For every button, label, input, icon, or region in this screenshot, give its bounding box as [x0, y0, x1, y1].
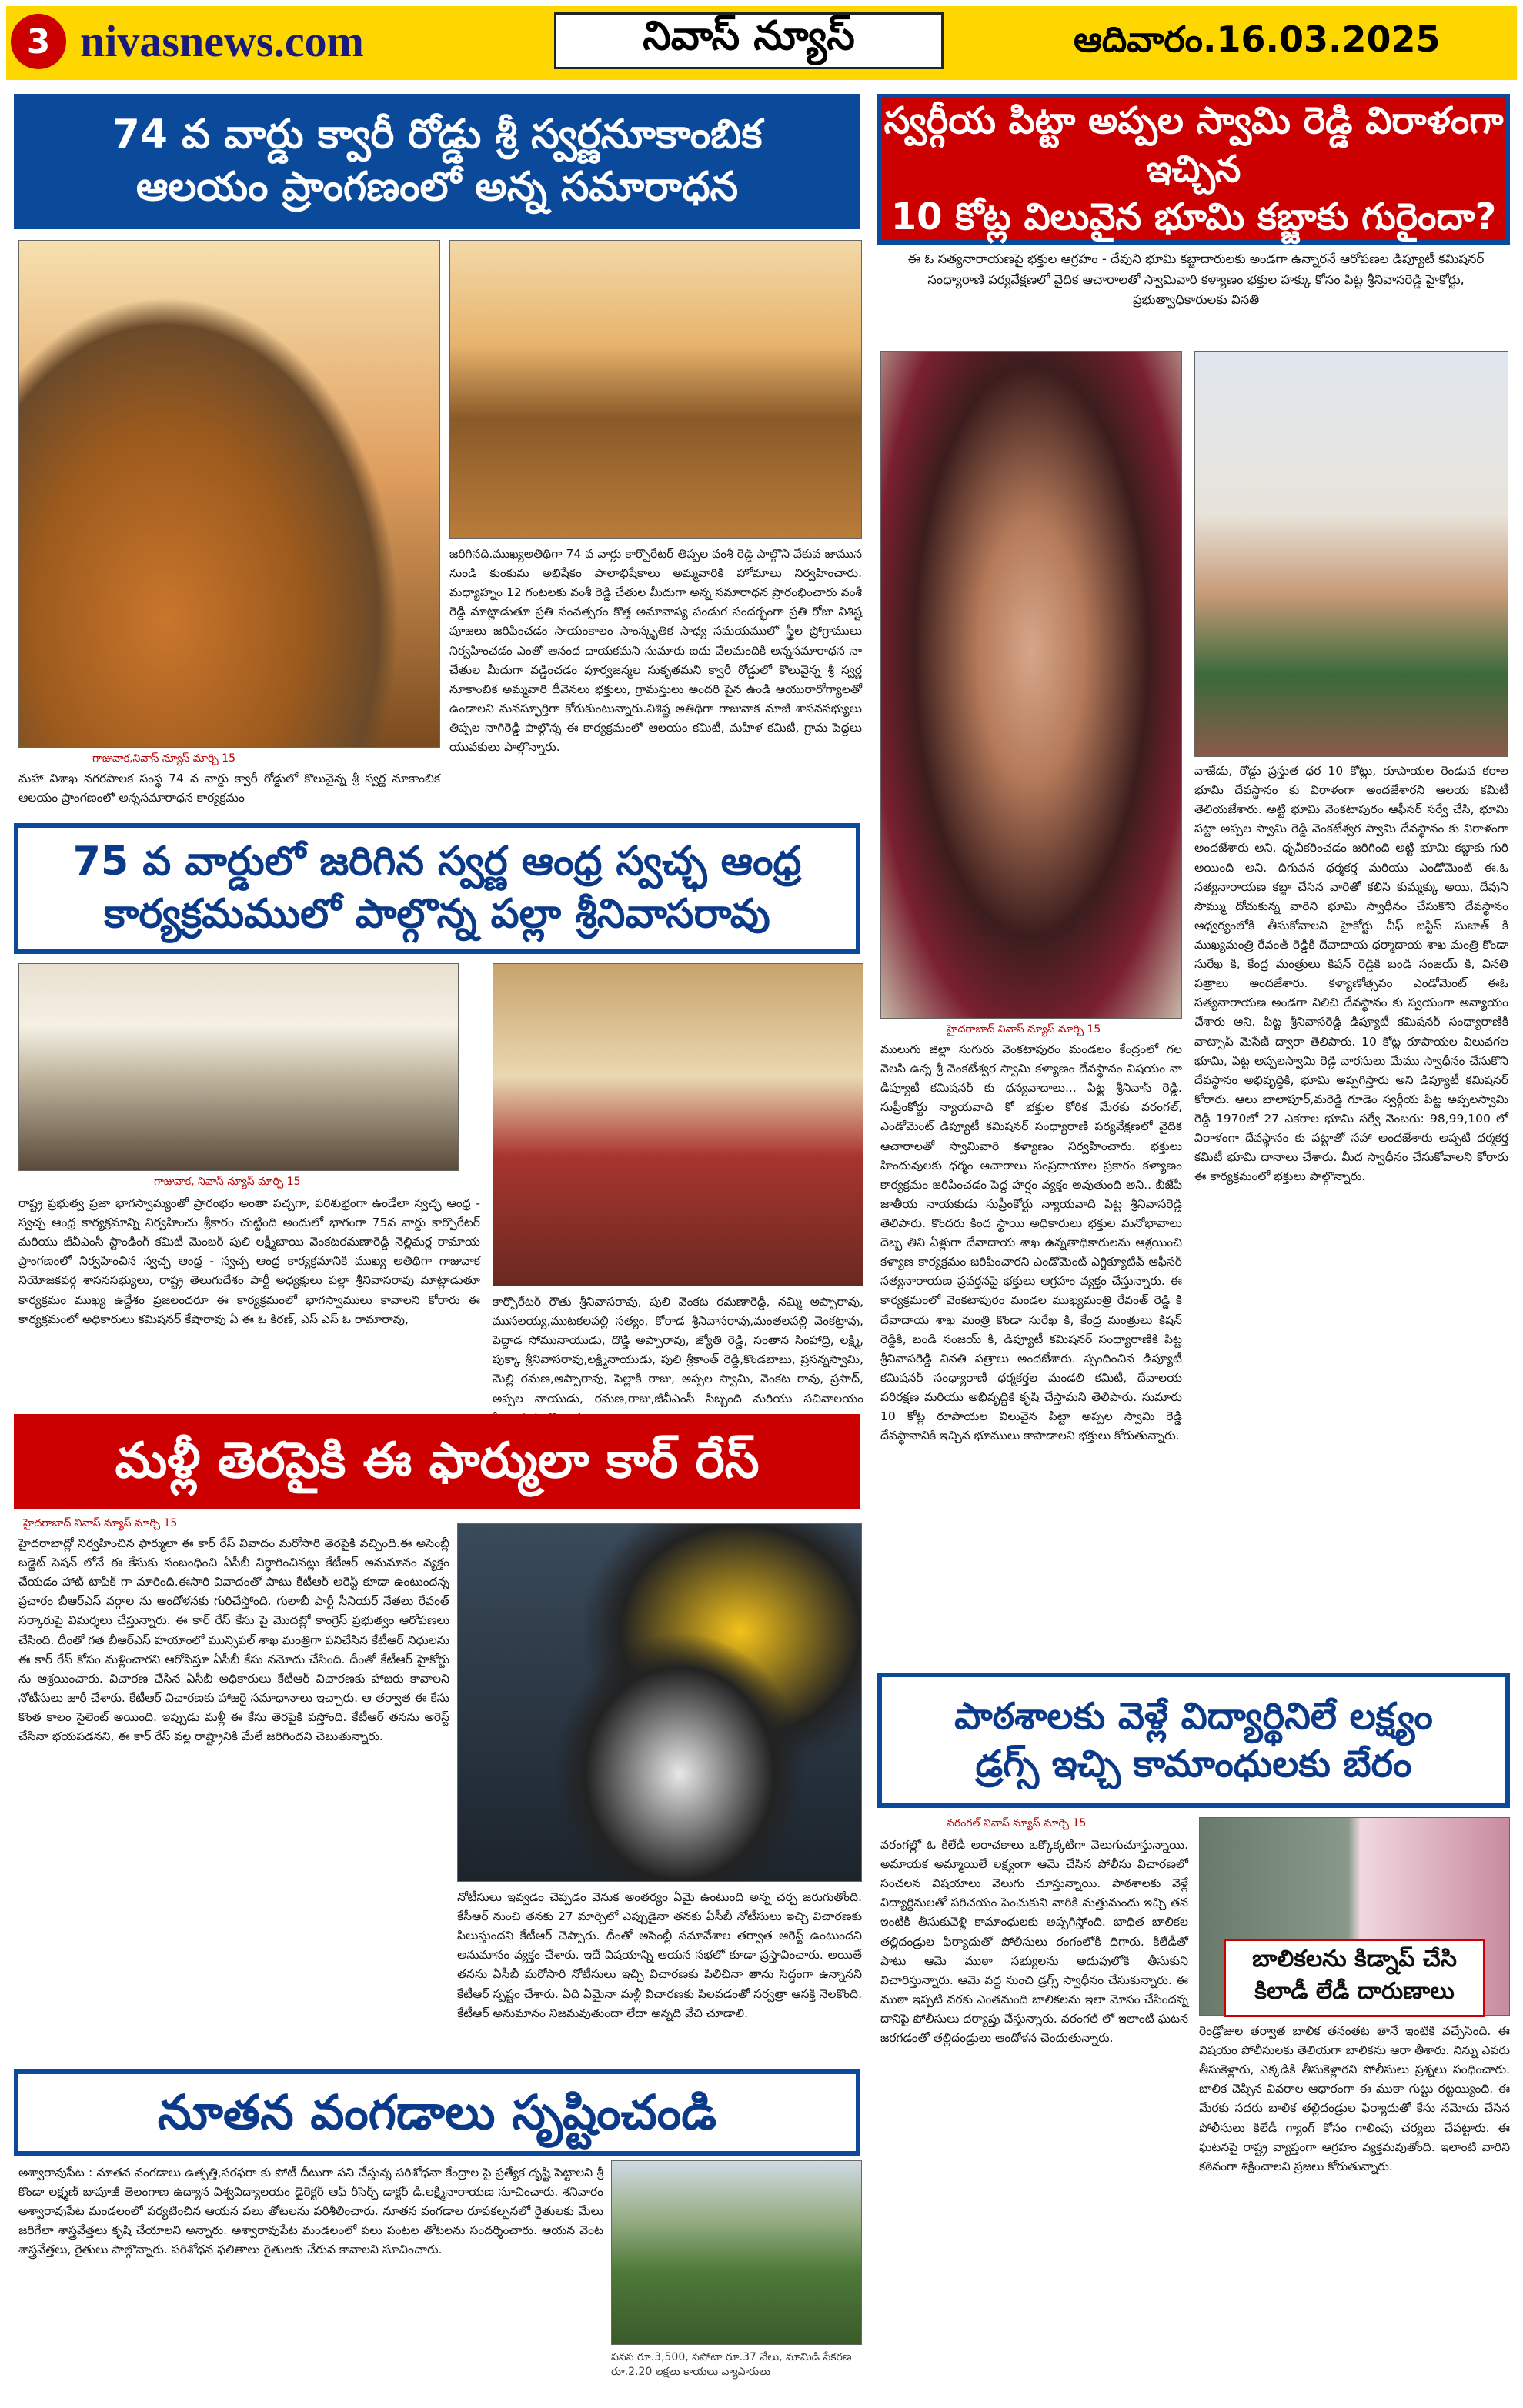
story6-headline: నూతన వంగడాలు సృష్టించండి: [14, 2069, 860, 2156]
story1-headline: [14, 94, 860, 229]
story2-deck: ఈ ఓ సత్యనారాయణపై భక్తుల ఆగ్రహం - దేవుని భూమి కబ్జాదారులకు అండగా ఉన్నారనే ఆరోపణల డిప్యూటీ కమిషనర్ సంధ్యారాణి పర్యవేక్షణలో వైదిక ఆచారాలతో స్వామివారి కళ్యాణం భక్తుల హక్కు కోసం పిట్ట శ్రీనివాసరెడ్డి హైకోర్టు, ప్రభుత్వాధికారులకు వినతి: [907, 252, 1485, 308]
story1-headline-line2: ఆలయం ప్రాంగణంలో అన్న సమారాధన: [135, 164, 739, 210]
page-number: 3: [11, 14, 66, 69]
story1-lead: మహా విశాఖ నగరపాలక సంస్థ 74 వ వార్డు క్వారీ రోడ్డులో కొలువైన్న శ్రీ స్వర్ణ నూకాంబిక ఆలయం ప్రాంగణంలో అన్నసమారాధన కార్యక్రమం: [18, 772, 440, 805]
story1-dateline: గాజువాక,నివాస్ న్యూస్ మార్చి 15: [92, 752, 236, 765]
story2-headline-line2: 10 కోట్ల విలువైన భూమి కబ్జాకు గురైందా?: [890, 195, 1497, 239]
story1-body: జరిగినది.ముఖ్యఅతిథిగా 74 వ వార్డు కార్పొరేటర్ తిప్పల వంశీ రెడ్డి పాల్గొని వేకువ జామున నుండి కుంకుమ అభిషేకం పాలాభిషేకాలు అమ్మవారికి హోమాలు నిర్వహించారు. మధ్యాహ్నం 12 గంటలకు వంశీ రెడ్డి చేతుల మీదుగా అన్న సమారాధన ప్రారంభించారు వంశీ రెడ్డి మాట్లాడుతూ ప్రతి సంవత్సరం కొత్త అమావాస్య పండుగ సందర్భంగా ప్రతి రోజు విశిష్ట పూజలు జరిపించడం సాయంకాలం సాంస్కృతిక సాధ్య సమయములో స్త్రీల ప్రోగ్రాములు నిర్వహించడం ఎంతో ఆనంద దాయకమని సుమారు ఐదు వేలమందికి అన్నసమారాధన నా చేతుల మీదుగా వడ్డించడం పూర్వజన్మల సుకృతమని క్వారీ రోడ్డులో కొలువైన్న శ్రీ స్వర్ణ నూకాంబిక అమ్మవారి దీవెనలు భక్తులు, గ్రామస్తులు అందరి పైన ఉండి ఆయురారోగ్యాలతో ఉండాలని మనస్ఫూర్తిగా కోరుకుంటున్నారు.విశిష్ట అతిథిగా గాజువాక మాజీ శాసనసభ్యులు తిప్పల నాగిరెడ్డి పాల్గొన్న ఈ కార్యక్రమంలో ఆలయం కమిటీ, మహిళ కమిటీ, గ్రామ పెద్దలు యువకులు పాల్గొన్నారు.: [449, 547, 862, 755]
story5-headline-line2: డ్రగ్స్ ఇచ్చి కామాంధులకు బేరం: [975, 1743, 1412, 1786]
brand-logo: నివాస్ న్యూస్: [554, 12, 944, 69]
story3-body-left: రాష్ట్ర ప్రభుత్వ ప్రజా భాగస్వామ్యంతో ప్రారంభం అంతా పచ్చగా, పరిశుభ్రంగా ఉండేలా స్వచ్ఛ ఆంధ్ర - స్వచ్ఛ ఆంధ్ర కార్యక్రమాన్ని నిర్వహించు శ్రీకారం చుట్టింది అందులో భాగంగా 75వ వార్డు కార్పొరేటర్ మరియు జీవీఎంసీ స్టాండింగ్ కమిటీ మెంబర్ పులి లక్ష్మీబాయి వెంకటరమణారెడ్డి నెల్లిమర్ల రామాయ ప్రాంగణంలో నిర్వహించిన స్వచ్ఛ ఆంధ్ర - స్వచ్ఛ ఆంధ్ర కార్యక్రమానికి ముఖ్య అతిథిగా గాజువాక నియోజకవర్గ శాసనసభ్యులు, రాష్ట్ర తెలుగుదేశం పార్టీ అధ్యక్షులు పల్లా శ్రీనివాసరావు మాట్లాడుతూ కార్యక్రమం ముఖ్య ఉద్దేశం ప్రజలందరూ ఈ కార్యక్రమంలో భాగస్వాములు కావాలని కోరారు ఈ కార్యక్రమంలో అధికారులు కమిషనర్ కేషారావు ఏ ఈ ఓ కిరణ్, ఎస్ ఎస్ ఓ రామారావు,: [18, 1196, 480, 1326]
site-url[interactable]: nivasnews.com: [80, 16, 364, 66]
story3-headline-line2: కార్యక్రమములో పాల్గొన్న పల్లా శ్రీనివాసరావు: [104, 891, 770, 937]
story3-dateline: గాజువాక, నివాస్ న్యూస్ మార్చి 15: [154, 1176, 301, 1188]
story2-dateline: హైదరాబాద్ నివాస్ న్యూస్ మార్చి 15: [947, 1023, 1101, 1036]
story4-body-left: హైదరాబాద్లో నిర్వహించిన ఫార్ములా ఈ కార్ రేస్ వివాదం మరోసారి తెరపైకి వచ్చింది.ఈ అసెంబ్లీ బడ్జెట్ సెషన్ లోనే ఈ కేసుకు సంబంధించి ఏసీబీ నిర్ధారించినట్లు కేటీఆర్ అనుమానం వ్యక్తం చేయడం హాట్ టాపిక్ గా మారింది.ఈసారి వివాదంతో పాటు కేటీఆర్ అరెస్ట్ కూడా ఉంటుందన్న ప్రచారం బీఆర్ఎస్ వర్గాల ను ఆందోళనకు గురిచేస్తోంది. గులాబీ పార్టీ సీనియర్ నేతలు రేవంత్ సర్కారుపై విమర్శలు చేస్తున్నారు. ఈ కార్ రేస్ కేసు పై మొదట్లో కాంగ్రెస్ ప్రభుత్వం ఆరోపణలు చేసింది. దీంతో గత బీఆర్ఎస్ హయాంలో మున్సిపల్ శాఖ మంత్రిగా పనిచేసిన కేటీఆర్ నిధులను ఈ కార్ రేస్ కోసం మళ్లించారని ఆరోపిస్తూ ఏసీబీ కేసు నమోదు చేసింది. దీంతో కేటీఆర్ హైకోర్టు ను ఆశ్రయించారు. విచారణ చేసిన ఏసీబీ అధికారులు కేటీఆర్ విచారణకు హాజరు కావాలని నోటీసులు జారీ చేశారు. కేటీఆర్ విచారణకు హాజరై సమాధానాలు ఇచ్చారు. ఆ తర్వాత ఈ కేసు కొంత కాలం సైలెంట్ అయింది. ఇప్పుడు మళ్లీ ఈ కేసు తెరపైకి వస్తోంది. కేటీఆర్ తనను అరెస్ట్ చేసినా భయపడనని, ఈ కార్ రేస్ వల్ల రాష్ట్రానికి మేలే జరిగిందని చెబుతున్నారు.: [18, 1536, 449, 1744]
story2-photo-woman: [880, 351, 1182, 1019]
story2-body-left: ములుగు జిల్లా సుగురు వెంకటాపురం మండలం కేంద్రంలో గల వెలసి ఉన్న శ్రీ వెంకటేశ్వర స్వామి కళ్యాణం దేవస్థానం విషయం నా డిప్యూటీ కమిషనర్ కు ధన్యవాదాలు... పిట్ట శ్రీనివాస్ రెడ్డి. సుప్రీంకోర్టు న్యాయవాది కో భక్తుల కోరిక మేరకు వరంగల్, ఎండోమెంట్ డిప్యూటీ కమిషనర్ సంధ్యారాణి పర్యవేక్షణలో వైదిక ఆచారాలతో స్వామివారి కళ్యాణం నిర్వహించారు. భక్తులు హిందువులకు ధర్మం ఆచారాలు సంప్రదాయాల ప్రకారం కళ్యాణం కార్యక్రమం జరిపించడం పెద్ద హర్షం వ్యక్తం అవుతుంది అని.. బీజేపీ జాతీయ నాయకుడు సుప్రీంకోర్టు న్యాయవాది పిట్ట శ్రీనివాసరెడ్డి తెలిపారు. కొందరు కింద స్థాయి అధికారులు భక్తుల మనోభావాలు దెబ్బ తిని ఏళ్లుగా దేవాదాయ శాఖ ఉన్నతాధికారులను ఆశ్రయించి కళ్యాణ కార్యక్రమం జరిపించారని ఎండోమెంట్ ఎగ్జిక్యూటివ్ ఆఫీసర్ సత్యనారాయణ ప్రవర్తనపై భక్తులు ఆగ్రహం వ్యక్తం చేస్తున్నారు. ఈ కార్యక్రమంలో వెంకటాపురం మండల ముఖ్యమంత్రి రేవంత్ రెడ్డి కి దేవాదాయ శాఖ మంత్రి కొండా సురేఖ కి, కేంద్ర మంత్రులు కిషన్ రెడ్డికి, బండి సంజయ్ కి, డిప్యూటీ కమిషనర్ సంధ్యారాణికి పిట్ట శ్రీనివాసరెడ్డి వినతి పత్రాలు అందజేశారు. స్పందించిన డిప్యూటీ కమిషనర్ సంధ్యారాణి ధర్మకర్తల మండలి కమిటీ, దేవాలయ పరిరక్షణ మరియు అభివృద్ధికి కృషి చేస్తామని తెలిపారు. సుమారు 10 కోట్ల రూపాయల విలువైన పిట్టా అప్పల స్వామి రెడ్డి దేవస్థానానికి ఇచ్చిన భూములు కాపాడాలని భక్తులు కోరుతున్నారు.: [880, 1042, 1183, 1443]
story3-photo-left: [18, 963, 459, 1171]
story5-body-left: వరంగల్లో ఓ కిలేడీ అరాచకాలు ఒక్కొక్కటిగా వెలుగుచూస్తున్నాయి. అమాయక అమ్మాయిలే లక్ష్యంగా ఆమె చేసిన పోలీసు విచారణలో సంచలన విషయాలు వెలుగు చూస్తున్నాయి. పాఠశాలకు వెళ్లే విద్యార్థినులతో పరిచయం పెంచుకుని వారికి మత్తుమందు ఇచ్చి తన ఇంటికి తీసుకువెళ్లి కామాంధులకు అప్పగిస్తోంది. బాధిత బాలికల తల్లిదండ్రుల ఫిర్యాదుతో పోలీసులు రంగంలోకి దిగారు. కిలేడీతో పాటు ఆమె ముఠా సభ్యులను అదుపులోకి తీసుకుని విచారిస్తున్నారు. ఆమె వద్ద నుంచి డ్రగ్స్ స్వాధీనం చేసుకున్నారు. ఈ ముఠా ఇప్పటి వరకు ఎంతమంది బాలికలను ఇలా మోసం చేసిందన్న దానిపై పోలీసులు దర్యాప్తు చేస్తున్నారు. వరంగల్ లో ఇలాంటి ఘటన జరగడంతో తల్లిదండ్రులు ఆందోళన చెందుతున్నారు.: [880, 1838, 1188, 2046]
story6-photo-caption: పనస రూ.3,500, సపోటా రూ.37 వేలు, మామిడి సేకరణ రూ.2.20 లక్షలు కాయలు వ్యాపారులు: [611, 2351, 852, 2378]
story1-photo-left: [18, 240, 440, 748]
story2-headline: [877, 94, 1510, 245]
story3-photo-right: [493, 963, 863, 1286]
story4-dateline: హైదరాబాద్ నివాస్ న్యూస్ మార్చి 15: [23, 1517, 178, 1529]
story1-headline-line1: 74 వ వార్డు క్వారీ రోడ్డు శ్రీ స్వర్ణనూకాంబిక: [112, 112, 763, 158]
story3-headline: [14, 823, 860, 954]
story6-body-left: అశ్వారావుపేట : నూతన వంగడాలు ఉత్పత్తి,సరఫరా కు పోటీ దీటుగా పని చేస్తున్న పరిశోధనా కేంద్రాల పై ప్రత్యేక దృష్టి పెట్టాలని శ్రీ కొండా లక్ష్మణ్ బాపూజీ తెలంగాణ ఉద్యాన విశ్వవిద్యాలయం డైరెక్టర్ ఆఫ్ రీసెర్చ్ డాక్టర్ డి.లక్ష్మినారాయణ సూచించారు. శనివారం అశ్వారావుపేట మండలంలో పర్యటించిన ఆయన పలు తోటలను పరిశీలించారు. నూతన వంగడాల రూపకల్పనలో రైతులకు మేలు జరిగేలా శాస్త్రవేత్తలు కృషి చేయాలని అన్నారు. అశ్వారావుపేట మండలంలో పలు పంటల తోటలను సందర్శించారు. ఆయన వెంట శాస్త్రవేత్తలు, రైతులు పాల్గొన్నారు. పరిశోధన ఫలితాలు రైతులకు చేరువ కావాలని సూచించారు.: [18, 2166, 603, 2257]
story2-photo-court: [1194, 351, 1508, 757]
story5-dateline: వరంగల్ నివాస్ న్యూస్ మార్చి 15: [947, 1817, 1087, 1829]
story5-photo-caption: బాలికలను కిడ్నాప్ చేసి కిలాడీ లేడీ దారుణాలు: [1224, 1939, 1485, 2017]
story5-headline-line1: పాఠశాలకు వెళ్లే విద్యార్థినిలే లక్ష్యం: [954, 1694, 1433, 1738]
story4-photo: [457, 1523, 862, 1882]
story4-headline: మళ్లీ తెరపైకి ఈ ఫార్ములా కార్ రేస్: [14, 1414, 860, 1509]
story3-body-right: కార్పొరేటర్ రౌతు శ్రీనివాసరావు, పులి వెంకట రమణారెడ్డి, నమ్మి అప్పారావు, ముసలయ్య,ముటకలపల్లి సత్యం, కోరాడ శ్రీనివాసరావు,మంతలపల్లి వెంకట్రావు, పెద్దాడ సోమునాయుడు, దొడ్డి అప్పారావు, జ్యోతి రెడ్డి, సంతాన సింహాద్రి, లక్ష్మి, పుక్కా శ్రీనివాసరావు,లక్ష్మినాయుడు, పులి శ్రీకాంత్ రెడ్డి,కొండబాబు, ప్రసన్నస్వామి, మెల్లి రమణ,అప్పారావు, పెల్లాకి రాజు, అప్పల స్వామి, వెంకట రావు, ప్రసాద్, అప్పల నాయుడు, రమణ,రాజు,జీవీఎంసీ సిబ్బంది మరియు సచివాలయం: [493, 1295, 863, 1406]
issue-date: ఆదివారం.16.03.2025: [1074, 18, 1441, 60]
story2-headline-line1: స్వర్గీయ పిట్టా అప్పల స్వామి రెడ్డి విరాళంగా ఇచ్చిన: [883, 99, 1504, 191]
story5-body-right: రెండ్రోజుల తర్వాత బాలిక తనంతట తానే ఇంటికి వచ్చేసింది. ఈ విషయం పోలీసులకు తెలియగా బాలికను ఆరా తీశారు. నిన్ను ఎవరు తీసుకెళ్లారు, ఎక్కడికి తీసుకెళ్లారని పోలీసులు ప్రశ్నలు సంధించారు. బాలిక చెప్పిన వివరాల ఆధారంగా ఈ ముఠా గుట్టు రట్టయ్యింది. ఈ మేరకు సదరు బాలిక తల్లిదండ్రుల ఫిర్యాదుతో కేసు నమోదు చేసిన పోలీసులు కిలేడీ గ్యాంగ్ కోసం గాలింపు చర్యలు చేపట్టారు. ఈ ఘటనపై రాష్ట్ర వ్యాప్తంగా ఆగ్రహం వ్యక్తమవుతోంది. ఇలాంటి వారిని కఠినంగా శిక్షించాలని ప్రజలు కోరుతున్నారు.: [1199, 2024, 1510, 2173]
story6-photo: [611, 2160, 862, 2345]
story4-body-right: నోటీసులు ఇవ్వడం చెప్పడం వెనుక అంతర్యం ఏమై ఉంటుంది అన్న చర్చ జరుగుతోంది. కేసీఆర్ నుంచి తనకు 27 మార్చిలో ఎప్పుడైనా తనకు ఏసీబీ నోటీసులు ఇచ్చి విచారణకు పిలుస్తుందని కేటీఆర్ చెప్పారు. దీంతో అసెంబ్లీ సమావేశాల తర్వాత ఆరెస్ట్ ఉంటుందని అనుమానం వ్యక్తం చేశారు. ఇదే విషయాన్ని ఆయన సభలో కూడా ప్రస్తావించారు. అయితే తనను ఏసీబీ మరోసారి నోటీసులు ఇచ్చి విచారణకు పిలిచినా తాను సిద్ధంగా ఉన్నానని కేటీఆర్ స్పష్టం చేశారు. ఏది ఏమైనా మళ్లీ విచారణకు పిలవడంతో సర్వత్రా ఆసక్తి నెలకొంది. కేటీఆర్ అనుమానం నిజమవుతుందా లేదా అన్నది వేచి చూడాలి.: [457, 1890, 862, 2020]
story1-photo-right: [449, 240, 862, 539]
story5-headline: [877, 1673, 1510, 1808]
story3-headline-line1: 75 వ వార్డులో జరిగిన స్వర్ణ ఆంధ్ర స్వచ్ఛ ఆంధ్ర: [72, 839, 802, 885]
story2-body-right: వాజేడు, రోడ్డు ప్రస్తుత ధర 10 కోట్లు, రూపాయల రెండువ కరాల భూమి దేవస్థానం కు విరాళంగా అందజేశారని ఆలయ కమిటీ తెలియజేశారు. అట్టి భూమి వెంకటాపురం ఆఫీసర్ సర్వే చేసి, భూమి పట్టా అప్పల స్వామి రెడ్డి వెంకటేశ్వర స్వామి దేవస్థానం కు విరాళంగా అందజేశారు అని. ధృవీకరించడం జరిగింది అట్టి భూమి కబ్జాకు గురి అయింది అని. దిగువన ధర్మకర్త మరియు ఎండోమెంట్ ఈ.ఓ సత్యనారాయణ కబ్జా చేసిన వారితో కలిసి కుమ్మక్కు అయి, దేవుని సొమ్ము దోచుకున్న వారిని భూమి స్వాధీనం చేసుకొని దేవస్థానం ఆధ్వర్యంలోకి తీసుకోవాలని హైకోర్టు చీఫ్ జస్టిస్ సుజాత్ కి ముఖ్యమంత్రి రేవంత్ రెడ్డికి దేవాదాయ ధర్మాదాయ శాఖ మంత్రి కొండా సురేఖ కి, కేంద్ర మంత్రులు కిషన్ రెడ్డికి బండి సంజయ్ కి, వినతి పత్రాలు అందజేశారు. కళ్యాణోత్సవం ఎండోమెంట్ ఈఓ సత్యనారాయణ అండగా నిలిచి దేవస్థానం కు స్వయంగా అన్యాయం చేశారు అని. పిట్ట శ్రీనివాసరెడ్డి డిప్యూటీ కమిషనర్ సంధ్యారాణికి వాట్సాప్ మెసేజ్ ద్వారా తెలిపారు. 10 కోట్ల రూపాయల విలువగల భూమి, పిట్ట అప్పలస్వామి రెడ్డి వారసులు మేము స్వాధీనం చేసుకొని దేవస్థానం అభివృద్ధికి, భూమి అప్పగిస్తారు అని డిప్యూటీ కమిషనర్ కోరారు. ఆలు బాలాపూర్,మరెడ్డి గూడెం స్వర్గీయ పిట్ట అప్పలస్వామి రెడ్డి 1970లో 27 ఎకరాల భూమి సర్వే నెంబరు: 98,99,100 లో విరాళంగా దేవస్థానం కు పట్టాతో సహా అందజేశారు అప్పటి ధర్మకర్త కమిటీ భూమి దానాలు చేశారు. మీద స్వాధీనం చేసుకోవాలని కోరారు ఈ కార్యక్రమంలో భక్తులు పాల్గొన్నారు.: [1194, 764, 1508, 1184]
